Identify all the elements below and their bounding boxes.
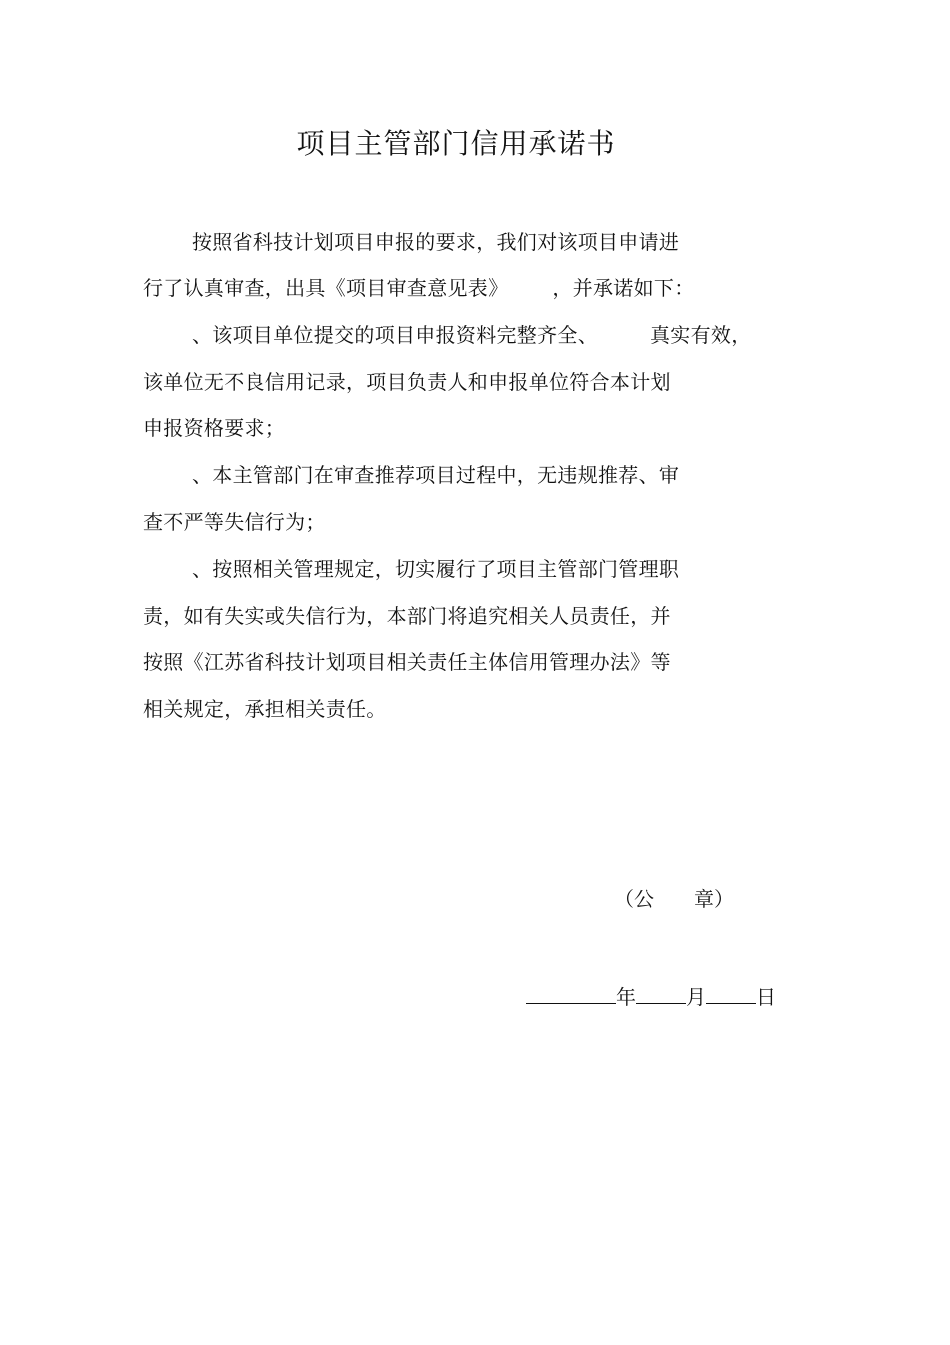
- commitment-3-line-4: 相关规定，承担相关责任。: [143, 697, 387, 721]
- year-blank: [526, 981, 616, 1004]
- day-blank: [706, 981, 756, 1004]
- month-blank: [636, 981, 686, 1004]
- commitment-3-line-1: 、按照相关管理规定，切实履行了项目主管部门管理职: [192, 557, 680, 581]
- commitment-1-text: 、该项目单位提交的项目申报资料完整齐全、: [192, 323, 598, 347]
- commitment-2-line-1: 、本主管部门在审查推荐项目过程中，无违规推荐、审: [192, 463, 680, 487]
- official-seal-placeholder: [614, 885, 734, 913]
- month-label: 月: [686, 985, 706, 1009]
- commitment-1-tail: 真实有效，: [650, 323, 752, 347]
- paragraph-line-2-tail: ，并承诺如下：: [552, 276, 695, 300]
- commitment-3-line-3: 按照《江苏省科技计划项目相关责任主体信用管理办法》等: [143, 650, 671, 674]
- document-title: 项目主管部门信用承诺书: [296, 127, 616, 160]
- date-line: [526, 981, 776, 1011]
- commitment-2-line-2: 查不严等失信行为；: [143, 510, 326, 534]
- paragraph-line-2: [143, 274, 695, 302]
- day-label: 日: [756, 985, 776, 1009]
- year-label: 年: [616, 985, 636, 1009]
- commitment-1-line-2: 该单位无不良信用记录，项目负责人和申报单位符合本计划: [143, 370, 671, 394]
- seal-open-text: （公: [614, 887, 654, 911]
- commitment-3-line-2: 责，如有失实或失信行为，本部门将追究相关人员责任，并: [143, 604, 671, 628]
- paragraph-line-2-text: 行了认真审查，出具《项目审查意见表》: [143, 276, 509, 300]
- commitment-1-line-1: [192, 321, 752, 349]
- commitment-1-line-3: 申报资格要求；: [143, 416, 286, 440]
- paragraph-line-1: 按照省科技计划项目申报的要求，我们对该项目申请进: [192, 230, 680, 254]
- seal-close-text: 章）: [694, 887, 734, 911]
